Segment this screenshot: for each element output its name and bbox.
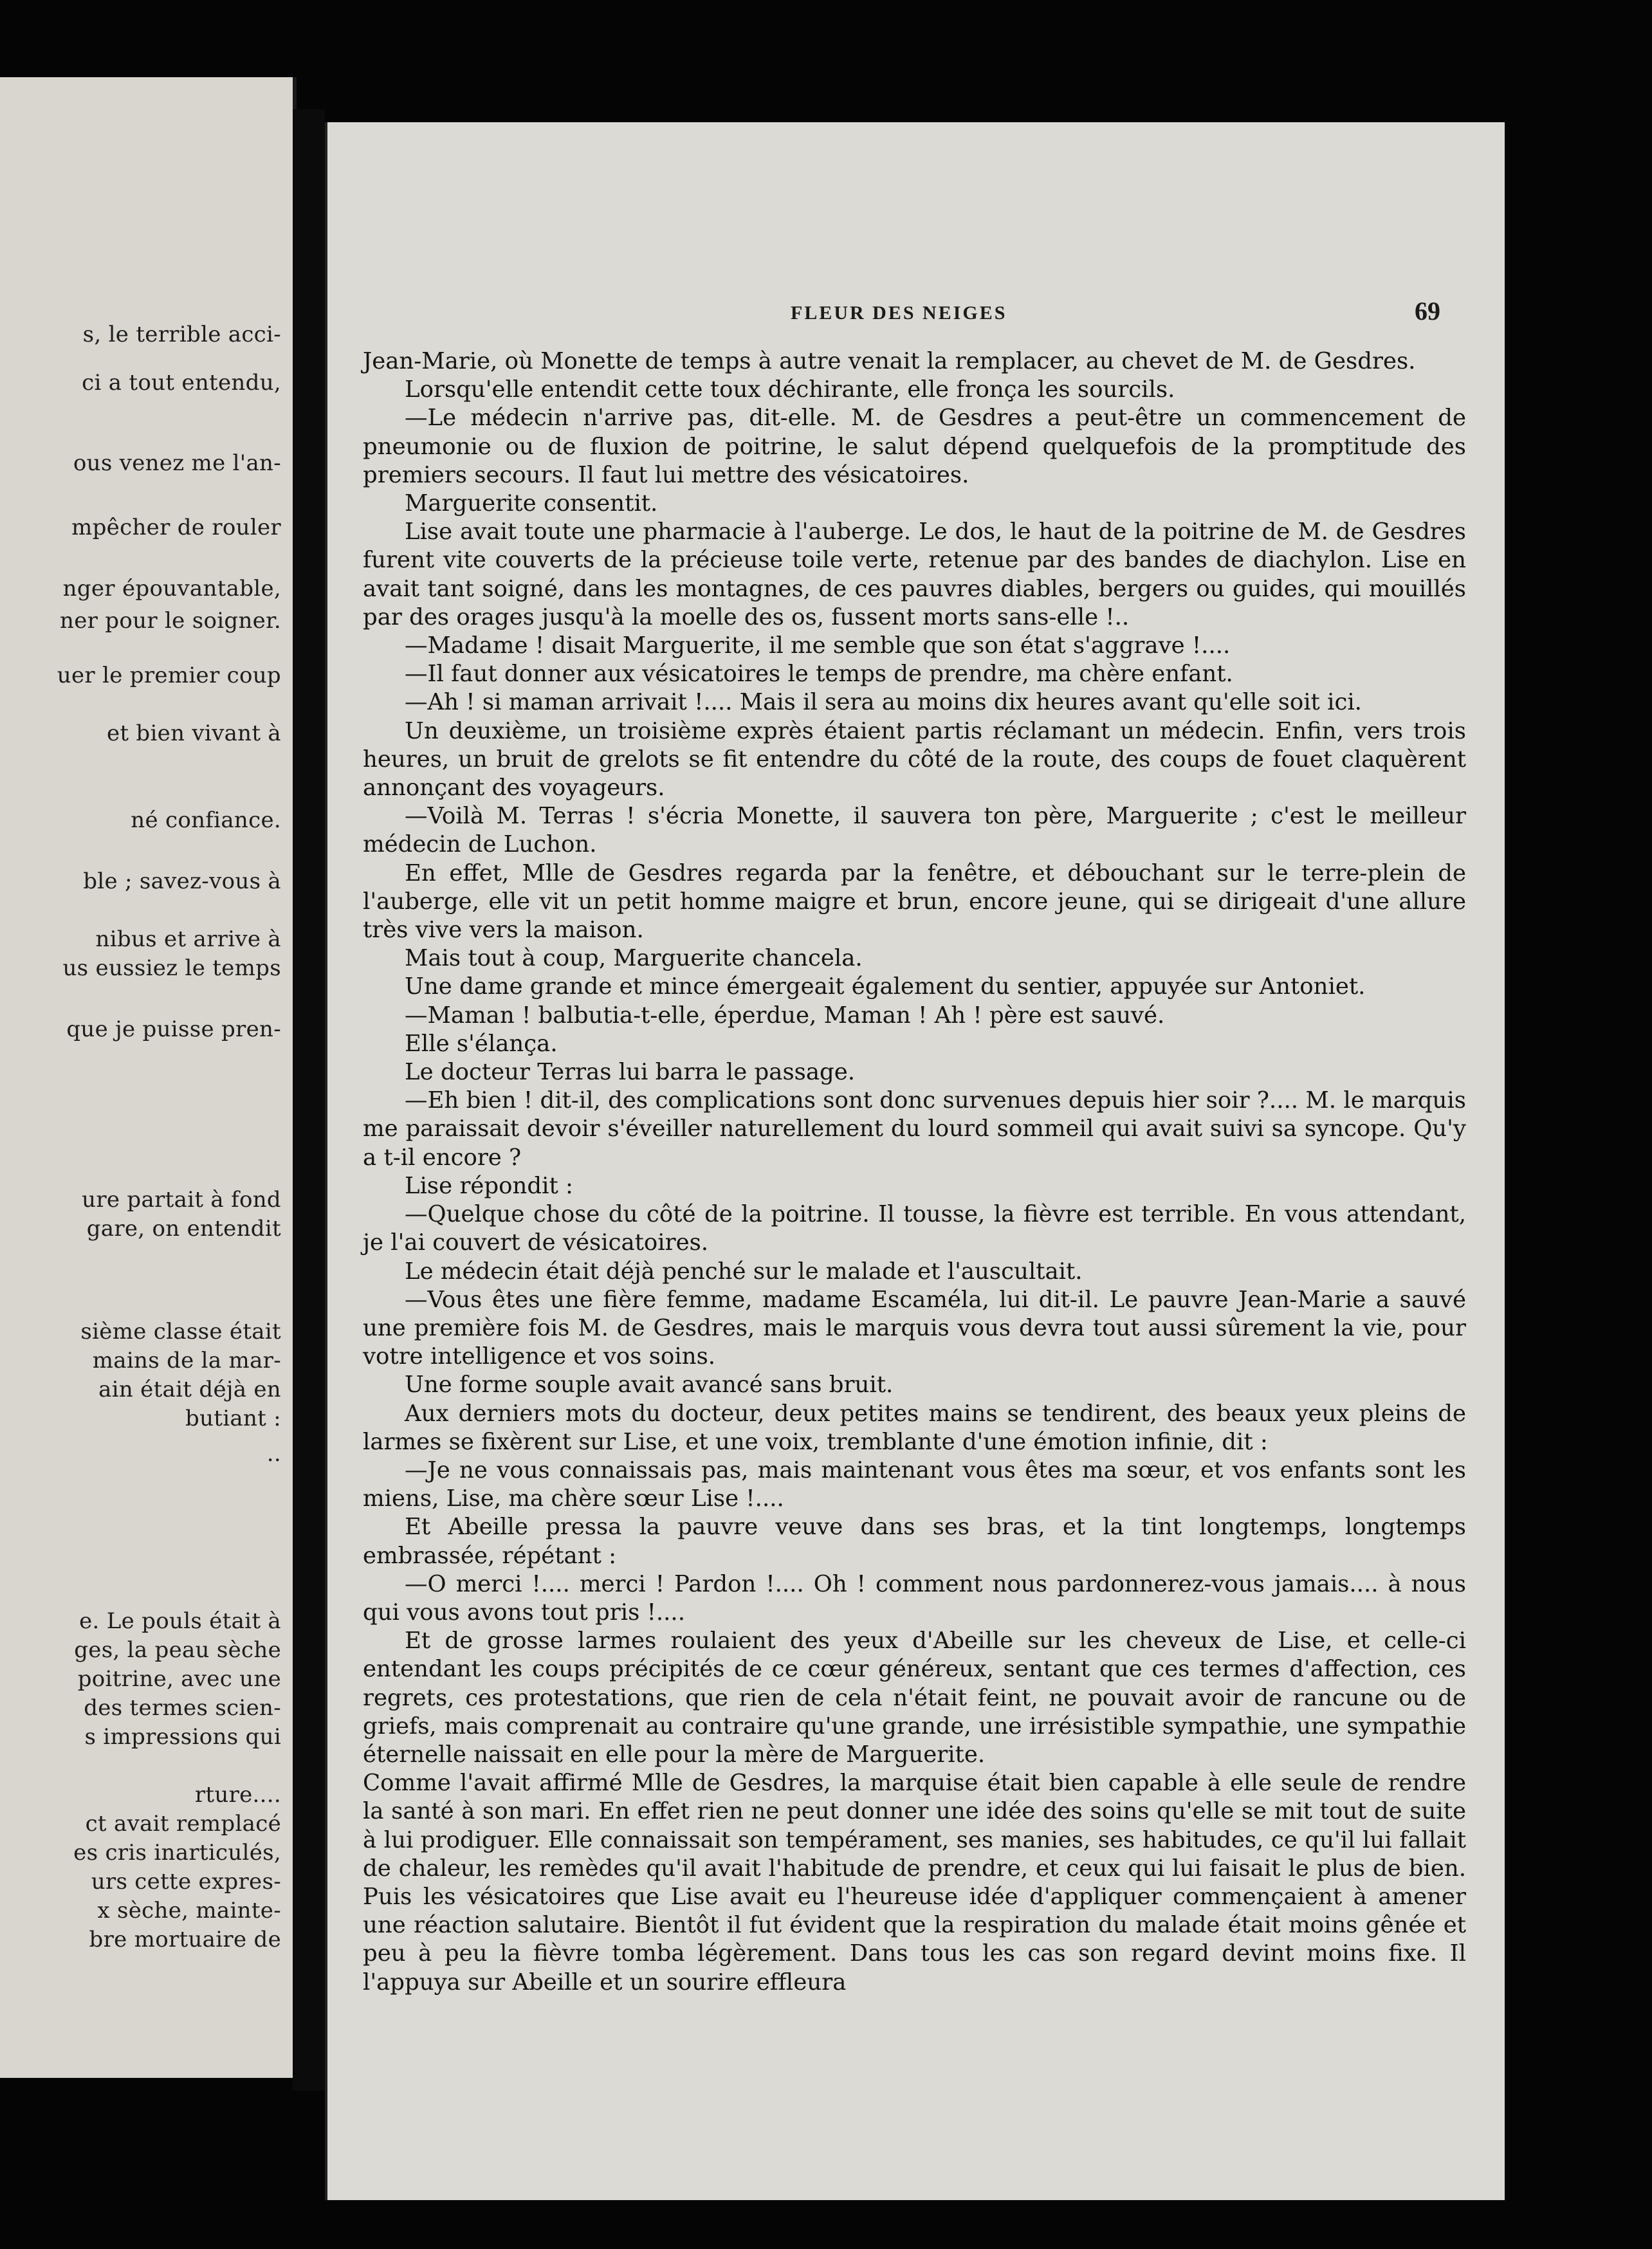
paragraph: —O merci !.... merci ! Pardon !.... Oh ! comment nous pardonnerez-vous jamais.... à nous qui vous avons tout pris !.... xyxy=(363,1570,1466,1626)
paragraph: —Il faut donner aux vésicatoires le temps de prendre, ma chère enfant. xyxy=(405,661,1233,688)
left-page-line: que je puisse pren- xyxy=(66,1016,281,1042)
left-page-line: s impressions qui xyxy=(84,1724,281,1750)
left-page-line: ble ; savez-vous à xyxy=(83,868,281,894)
paragraph: —Je ne vous connaissais pas, mais maintenant vous êtes ma sœur, et vos enfants sont les miens, Lise, ma chère sœur Lise !.... xyxy=(363,1456,1466,1512)
paragraph: Lise avait toute une pharmacie à l'auberge. Le dos, le haut de la poitrine de M. de Gesdres furent vite couverts de la précieuse toile verte, retenue par des bandes de diachylon. Lise en avait tant soigné, dans les montagnes, de ces pauvres diables, bergers ou guides, qui mouillés par des orages jusqu'à la moelle des os, fussent morts sans-elle !.. xyxy=(363,519,1466,630)
left-page-line: es cris inarticulés, xyxy=(73,1840,281,1866)
left-page-line: ct avait remplacé xyxy=(85,1811,281,1837)
book-gutter xyxy=(293,109,325,2091)
paragraph: Aux derniers mots du docteur, deux petites mains se tendirent, des beaux yeux pleins de larmes se fixèrent sur Lise, et une voix, tremblante d'une émotion infinie, dit : xyxy=(363,1400,1466,1455)
left-page-line: ner pour le soigner. xyxy=(60,608,281,634)
paragraph: Le docteur Terras lui barra le passage. xyxy=(405,1059,856,1086)
paragraph: En effet, Mlle de Gesdres regarda par la fenêtre, et débouchant sur le terre-plein de l'auberge, elle vit un petit homme maigre et brun, encore jeune, qui se dirigeait d'une allure très vive vers la maison. xyxy=(363,859,1466,944)
right-page xyxy=(325,122,1505,2200)
running-title: FLEUR DES NEIGES xyxy=(791,302,1007,324)
paragraph: Une dame grande et mince émergeait également du sentier, appuyée sur Antoniet. xyxy=(405,973,1366,1000)
left-page-line: bre mortuaire de xyxy=(89,1927,281,1952)
paragraph: Comme l'avait affirmé Mlle de Gesdres, la marquise était bien capable à elle seule de rendre la santé à son mari. En effet rien ne peut donner une idée des soins qu'elle se mit tout de suite à lui prodiguer. Elle connaissait son tempérament, ses manies, ses habitudes, ce qu'il lui fallait de chaleur, les remèdes qu'il avait l'habitude de prendre, et ceux qui lui faisait le plus de bien. Puis les vésicatoires que Lise avait eu l'heureuse idée d'appliquer commençaient à amener une réaction salutaire. Bientôt il fut évident que la respiration du malade était moins gênée et peu à peu la fièvre tomba légèrement. Dans tous les cas son regard devint moins fixe. Il l'appuya sur Abeille et un sourire effleura xyxy=(363,1770,1466,1996)
paragraph: Marguerite consentit. xyxy=(405,490,658,517)
paragraph: Et de grosse larmes roulaient des yeux d'Abeille sur les cheveux de Lise, et celle-ci entendant les coups précipités de ce cœur généreux, sentant que ces termes d'affection, ces regrets, ces protestations, que rien de cela n'était feint, ne pouvait avoir de rancune ou de griefs, mais comprenait au contraire qu'une grande, une irrésistible sympathie, une sympathie éternelle naissait en elle pour la mère de Marguerite. xyxy=(363,1628,1466,1768)
body-text xyxy=(363,347,1466,1997)
left-page-line: us eussiez le temps xyxy=(62,955,281,981)
left-page-line: gare, on entendit xyxy=(86,1216,281,1242)
left-page-line: ure partait à fond xyxy=(82,1187,281,1213)
paragraph: —Le médecin n'arrive pas, dit-elle. M. de Gesdres a peut-être un commencement de pneumonie ou de fluxion de poitrine, le salut dépend quelquefois de la promptitude des premiers secours. Il faut lui mettre des vésicatoires. xyxy=(363,405,1466,488)
paragraph: —Quelque chose du côté de la poitrine. Il tousse, la fièvre est terrible. En vous attendant, je l'ai couvert de vésicatoires. xyxy=(363,1201,1466,1256)
left-page-line: s, le terrible acci- xyxy=(82,322,281,347)
paragraph: Jean-Marie, où Monette de temps à autre venait la remplacer, au chevet de M. de Gesdres. xyxy=(363,348,1416,374)
paragraph: —Vous êtes une fière femme, madame Escaméla, lui dit-il. Le pauvre Jean-Marie a sauvé une première fois M. de Gesdres, mais le marquis vous devra tout aussi sûrement la vie, pour votre intelligence et vos soins. xyxy=(363,1286,1466,1370)
left-page-line: ci a tout entendu, xyxy=(82,370,281,396)
left-page-fragment xyxy=(0,77,297,2078)
paragraph: —Eh bien ! dit-il, des complications sont donc survenues depuis hier soir ?.... M. le marquis me paraissait devoir s'éveiller naturellement du lourd sommeil qui avait suivi sa syncope. Qu'y a t-il encore ? xyxy=(363,1087,1466,1171)
left-page-line: et bien vivant à xyxy=(106,721,281,746)
left-page-line: rture.... xyxy=(194,1782,281,1808)
left-page-line: mpêcher de rouler xyxy=(71,515,281,540)
left-page-line: urs cette expres- xyxy=(91,1869,281,1895)
left-page-line: né confiance. xyxy=(131,807,281,833)
left-page-line: ous venez me l'an- xyxy=(73,450,281,476)
paragraph: —Maman ! balbutia-t-elle, éperdue, Maman ! Ah ! père est sauvé. xyxy=(405,1002,1165,1029)
paragraph: —Madame ! disait Marguerite, il me semble que son état s'aggrave !.... xyxy=(405,632,1231,659)
paragraph: Mais tout à coup, Marguerite chancela. xyxy=(405,945,863,972)
paragraph: Et Abeille pressa la pauvre veuve dans ses bras, et la tint longtemps, longtemps embrassée, répétant : xyxy=(363,1514,1466,1569)
page-number: 69 xyxy=(1415,297,1440,326)
paragraph: —Voilà M. Terras ! s'écria Monette, il sauvera ton père, Marguerite ; c'est le meilleur médecin de Luchon. xyxy=(363,803,1466,858)
paragraph: Une forme souple avait avancé sans bruit. xyxy=(405,1372,894,1399)
left-page-line: des termes scien- xyxy=(84,1695,281,1721)
left-page-line: nger épouvantable, xyxy=(62,576,281,601)
left-page-line: e. Le pouls était à xyxy=(79,1608,281,1634)
paragraph: Lise répondit : xyxy=(405,1172,573,1199)
paragraph: Lorsqu'elle entendit cette toux déchirante, elle fronça les sourcils. xyxy=(405,376,1175,403)
paragraph: Le médecin était déjà penché sur le malade et l'auscultait. xyxy=(405,1258,1083,1285)
left-page-line: ges, la peau sèche xyxy=(74,1637,281,1663)
paragraph: Un deuxième, un troisième exprès étaient partis réclamant un médecin. Enfin, vers trois heures, un bruit de grelots se fit entendre du côté de la route, des coups de fouet claquèrent annonçant des voyageurs. xyxy=(363,717,1466,802)
paragraph: —Ah ! si maman arrivait !.... Mais il sera au moins dix heures avant qu'elle soit ici. xyxy=(405,689,1362,716)
left-page-line: uer le premier coup xyxy=(57,663,281,688)
left-page-line: butiant : xyxy=(185,1406,281,1431)
left-page-line: nibus et arrive à xyxy=(95,926,281,952)
left-page-line: .. xyxy=(266,1441,281,1467)
left-page-line: poitrine, avec une xyxy=(77,1666,281,1692)
left-page-line: mains de la mar- xyxy=(92,1348,281,1373)
paragraph: Elle s'élança. xyxy=(405,1030,558,1057)
left-page-line: sième classe était xyxy=(80,1319,281,1345)
left-page-line: ain était déjà en xyxy=(98,1377,281,1402)
left-page-line: x sèche, mainte- xyxy=(97,1898,281,1923)
